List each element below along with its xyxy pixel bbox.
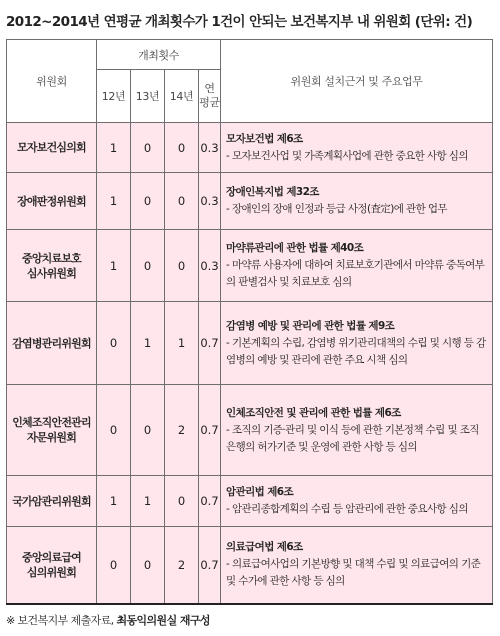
table-row (7, 527, 493, 604)
annual-average: 0.3 (199, 230, 221, 302)
header-year-13: 13년 (131, 70, 165, 123)
footnote-source: 최동익의원실 재구성 (116, 614, 210, 627)
header-year-14: 14년 (165, 70, 199, 123)
count-2014: 2 (165, 527, 199, 604)
count-2012: 0 (97, 302, 131, 385)
committee-table (6, 39, 493, 605)
committee-name-line1: 모자보건심의회 (17, 141, 86, 154)
count-2012: 0 (97, 527, 131, 604)
count-2012: 0 (97, 385, 131, 476)
legal-basis: 인체조직안전 및 관리에 관한 법률 제6조 (226, 406, 401, 419)
count-2014: 1 (165, 302, 199, 385)
annual-average: 0.7 (199, 302, 221, 385)
count-2013: 0 (131, 173, 165, 230)
committee-name-line1: 인체조직안전관리 (12, 416, 91, 429)
main-duty: - 마약류 사용자에 대하여 치료보호기관에서 마약류 중독여부의 판별검사 및 치료보호 심의 (226, 259, 485, 288)
table-row (7, 123, 493, 173)
annual-average: 0.7 (199, 476, 221, 527)
committee-name-line1: 장애판정위원회 (17, 194, 86, 208)
committee-name (7, 230, 97, 302)
committee-name-line2: 심사위원회 (26, 266, 77, 280)
basis-cell (221, 123, 493, 173)
main-duty: - 암관리종합계획의 수립 등 암관리에 관한 중요사항 심의 (226, 503, 468, 515)
main-duty: - 의료급여사업의 기본방향 및 대책 수립 및 의료급여의 기준 및 수가에 관한 사항 등 심의 (226, 558, 481, 588)
table-row (7, 302, 493, 385)
annual-average: 0.3 (199, 173, 221, 230)
committee-name (7, 527, 97, 604)
basis-cell (221, 230, 493, 302)
header-year-12: 12년 (97, 70, 131, 123)
count-2012: 1 (97, 173, 131, 230)
main-duty: - 장애인의 장애 인정과 등급 사정(査定)에 관한 업무 (226, 203, 447, 215)
basis-cell (221, 173, 493, 230)
table-row (7, 173, 493, 230)
committee-name-line2: 심의위원회 (26, 565, 77, 579)
count-2013: 0 (131, 123, 165, 173)
annual-average: 0.7 (199, 385, 221, 476)
basis-cell (221, 527, 493, 604)
header-average-line2: 평균 (199, 96, 220, 109)
table-row (7, 476, 493, 527)
main-duty: - 모자보건사업 및 가족계획사업에 관한 중요한 사항 심의 (226, 149, 468, 162)
count-2014: 0 (165, 476, 199, 527)
count-2013: 1 (131, 302, 165, 385)
legal-basis: 마약류관리에 관한 법률 제40조 (226, 242, 364, 254)
committee-name (7, 123, 97, 173)
count-2013: 0 (131, 385, 165, 476)
footnote (6, 612, 210, 628)
count-2014: 2 (165, 385, 199, 476)
header-committee: 위원회 (7, 40, 97, 123)
main-duty: - 조직의 기증·관리 및 이식 등에 관한 기본정책 수립 및 조직은행의 허가기준 및 운영에 관한 사항 등 심의 (226, 423, 479, 453)
header-average-line1: 연 (204, 82, 215, 95)
legal-basis: 감염병 예방 및 관리에 관한 법률 제9조 (226, 319, 395, 332)
committee-name-line1: 중앙치료보호 (22, 251, 81, 265)
committee-name-line2: 자문위원회 (26, 431, 77, 444)
committee-name-line1: 중앙의료급여 (22, 550, 81, 564)
count-2014: 0 (165, 230, 199, 302)
count-2014: 0 (165, 173, 199, 230)
legal-basis: 암관리법 제6조 (226, 486, 294, 498)
committee-name-line1: 국가암관리위원회 (12, 494, 91, 508)
footnote-mark: ※ (6, 614, 15, 627)
legal-basis: 모자보건법 제6조 (226, 132, 303, 145)
header-basis: 위원회 설치근거 및 주요업무 (221, 40, 493, 123)
header-meetings: 개최횟수 (97, 40, 221, 70)
count-2012: 1 (97, 123, 131, 173)
footnote-text: 보건복지부 제출자료, (14, 614, 117, 627)
committee-name (7, 476, 97, 527)
annual-average: 0.7 (199, 527, 221, 604)
table-title: 2012~2014년 연평균 개최횟수가 1건이 안되는 보건복지부 내 위원회 (단위: 건) (6, 14, 473, 30)
committee-name (7, 385, 97, 476)
count-2013: 1 (131, 476, 165, 527)
committee-name-line1: 감염병관리위원회 (12, 336, 91, 350)
table-row (7, 385, 493, 476)
count-2013: 0 (131, 527, 165, 604)
basis-cell (221, 302, 493, 385)
count-2012: 1 (97, 230, 131, 302)
legal-basis: 의료급여법 제6조 (226, 541, 303, 554)
header-average (199, 70, 221, 123)
basis-cell (221, 476, 493, 527)
table-row (7, 230, 493, 302)
committee-name (7, 302, 97, 385)
annual-average: 0.3 (199, 123, 221, 173)
legal-basis: 장애인복지법 제32조 (226, 186, 319, 198)
count-2014: 0 (165, 123, 199, 173)
count-2013: 0 (131, 230, 165, 302)
count-2012: 1 (97, 476, 131, 527)
basis-cell (221, 385, 493, 476)
committee-name (7, 173, 97, 230)
main-duty: - 기본계획의 수립, 감염병 위기관리대책의 수립 및 시행 등 감염병의 예방 및 관리에 관한 주요 시책 심의 (226, 336, 486, 366)
